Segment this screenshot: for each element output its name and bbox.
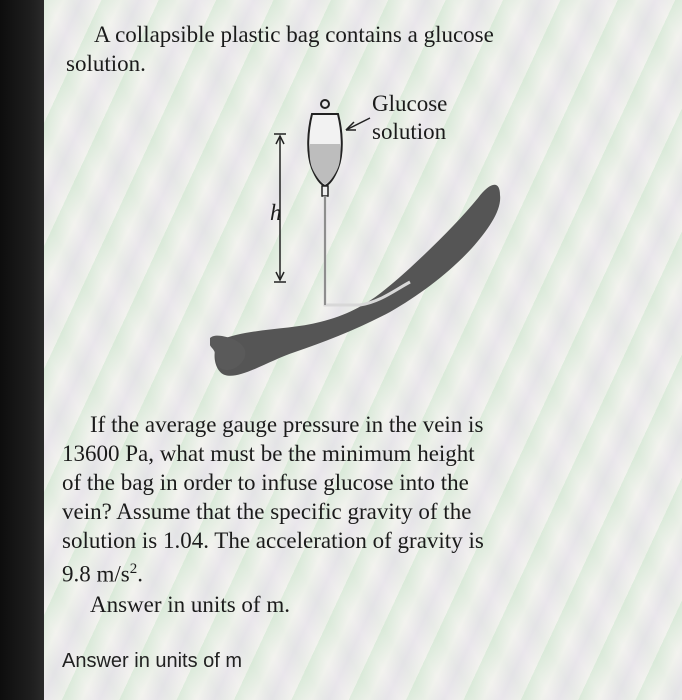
glucose-label	[372, 90, 447, 146]
question-line-1: If the average gauge pressure in the vein is	[90, 412, 484, 437]
intro-text	[66, 20, 626, 78]
iv-bag-figure	[210, 90, 510, 390]
question-text	[62, 410, 582, 589]
glucose-label-line-2: solution	[372, 119, 447, 144]
answer-units: Answer in units of m.	[90, 592, 290, 617]
bag-fluid	[310, 144, 341, 184]
gravity-value: 9.8 m/s	[62, 561, 130, 587]
question-line-5: solution is 1.04. The acceleration of gravity is	[62, 528, 484, 553]
question-line-2: 13600 Pa, what must be the minimum height	[62, 441, 475, 466]
bag-hook	[321, 100, 329, 108]
answer-units-hint: Answer in units of m	[62, 650, 243, 672]
glucose-label-line-1: Glucose	[372, 91, 448, 116]
gravity-exponent: 2	[129, 561, 138, 577]
question-line-4: vein? Assume that the specific gravity of the	[62, 499, 472, 524]
iv-tube	[325, 196, 410, 305]
question-line-6	[62, 555, 582, 589]
label-pointer-arrow	[346, 118, 370, 130]
drip-chamber	[322, 186, 328, 196]
arm-silhouette	[215, 185, 501, 376]
gravity-period: .	[137, 561, 143, 587]
question-line-3: of the bag in order to infuse glucose into the	[62, 470, 469, 495]
intro-line-1: A collapsible plastic bag contains a glucose	[94, 22, 494, 47]
intro-line-2: solution.	[66, 51, 146, 76]
height-label: h	[270, 200, 282, 225]
device-bezel	[0, 0, 44, 700]
